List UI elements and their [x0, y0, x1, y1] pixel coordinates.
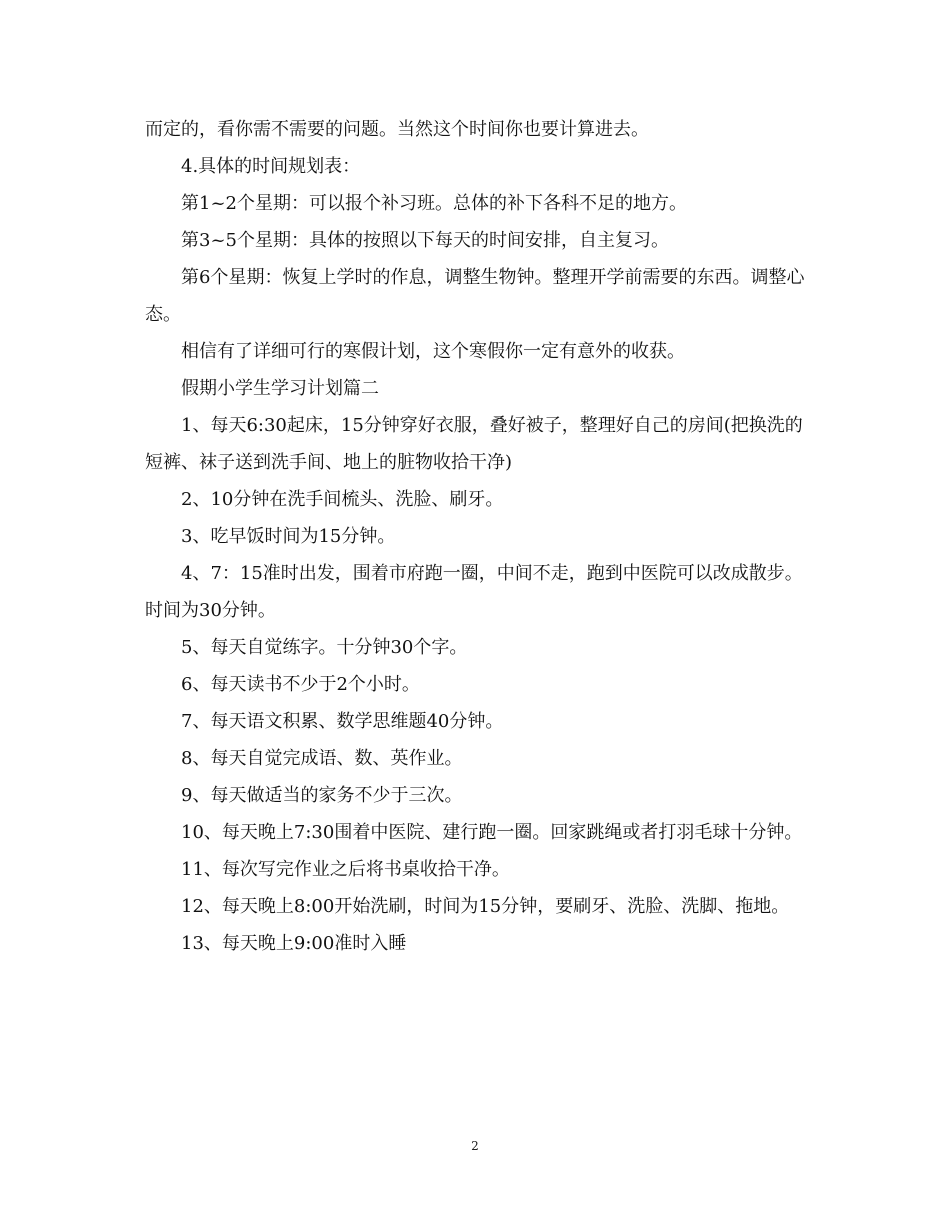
- list-item: 2、10分钟在洗手间梳头、洗脸、刷牙。: [181, 489, 504, 510]
- paragraph: 第1~2个星期：可以报个补习班。总体的补下各科不足的地方。: [181, 193, 687, 214]
- paragraph: 而定的，看你需不需要的问题。当然这个时间你也要计算进去。: [145, 119, 649, 140]
- list-item: 7、每天语文积累、数学思维题40分钟。: [181, 711, 504, 732]
- section-heading: 假期小学生学习计划篇二: [181, 378, 379, 399]
- list-item: 13、每天晚上9:00准时入睡: [181, 933, 407, 954]
- list-item: 9、每天做适当的家务不少于三次。: [181, 785, 463, 806]
- list-item: 5、每天自觉练字。十分钟30个字。: [181, 637, 468, 658]
- list-item: 10、每天晚上7:30围着中医院、建行跑一圈。回家跳绳或者打羽毛球十分钟。: [181, 822, 803, 843]
- list-item: 12、每天晚上8:00开始洗刷，时间为15分钟，要刷牙、洗脸、洗脚、拖地。: [181, 896, 790, 917]
- paragraph: 4.具体的时间规划表：: [181, 156, 361, 177]
- paragraph: 第6个星期：恢复上学时的作息，调整生物钟。整理开学前需要的东西。调整心态。: [145, 267, 805, 325]
- list-item: 4、7：15准时出发，围着市府跑一圈，中间不走，跑到中医院可以改成散步。时间为30分钟。: [145, 563, 803, 621]
- list-item: 6、每天读书不少于2个小时。: [181, 674, 420, 695]
- paragraph: 第3~5个星期：具体的按照以下每天的时间安排，自主复习。: [181, 230, 669, 251]
- list-item: 11、每次写完作业之后将书桌收拾干净。: [181, 859, 510, 880]
- page-number: 2: [471, 1139, 479, 1153]
- list-item: 8、每天自觉完成语、数、英作业。: [181, 748, 463, 769]
- paragraph: 相信有了详细可行的寒假计划，这个寒假你一定有意外的收获。: [181, 341, 685, 362]
- list-item: 1、每天6:30起床，15分钟穿好衣服，叠好被子，整理好自己的房间(把换洗的短裤、袜子送到洗手间、地上的脏物收拾干净): [145, 415, 803, 473]
- list-item: 3、吃早饭时间为15分钟。: [181, 526, 396, 547]
- document-body: [145, 111, 805, 962]
